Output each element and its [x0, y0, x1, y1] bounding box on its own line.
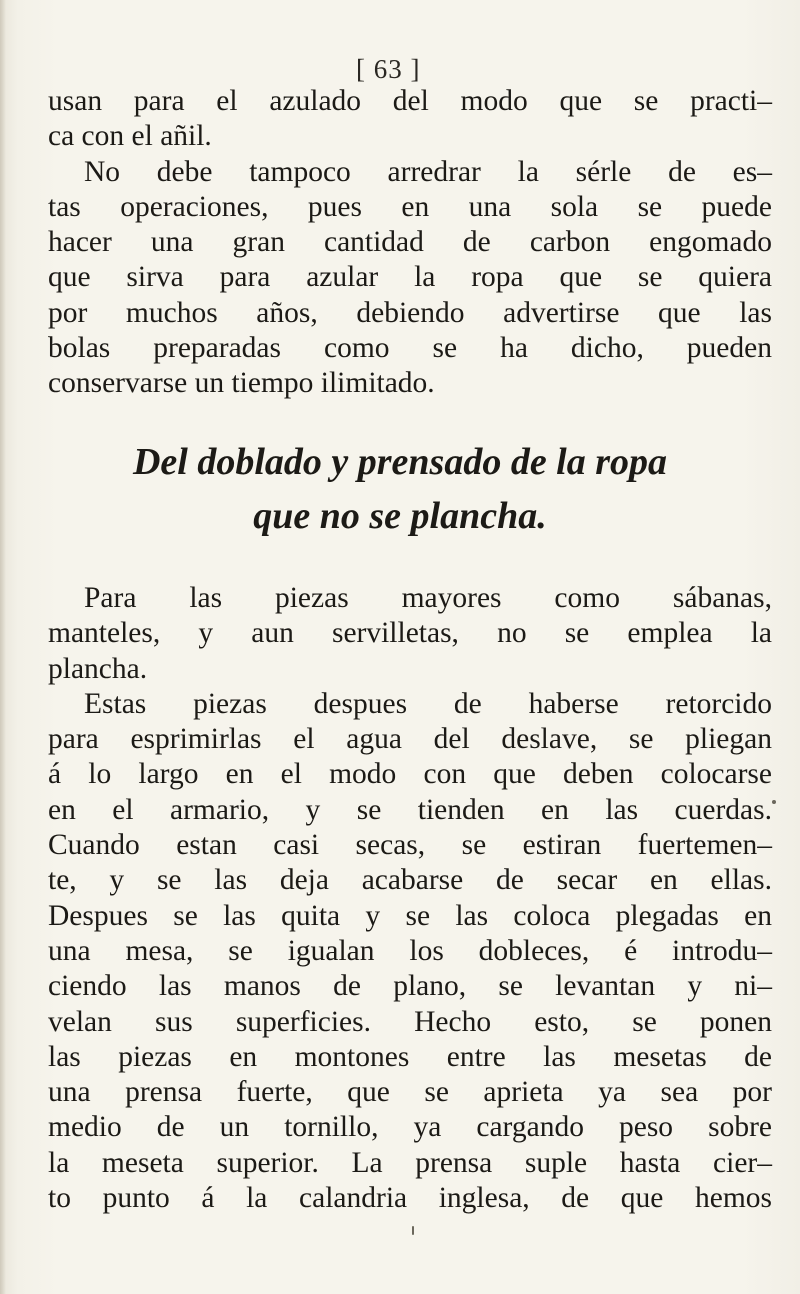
paragraph-line: velan sus superficies. Hecho esto, se ponen — [48, 1005, 772, 1038]
paragraph-line: to punto á la calandria inglesa, de que hemos — [48, 1182, 772, 1215]
section-heading-line-2: que no se plancha. — [253, 495, 547, 537]
paragraph-line: tas operaciones, pues en una sola se puede — [48, 190, 772, 223]
paragraph-line: por muchos años, debiendo advertirse que las — [48, 296, 772, 329]
page-spine-shadow — [0, 0, 6, 1294]
paragraph-line: usan para el azulado del modo que se practi– — [48, 85, 772, 117]
paragraph-line: hacer una gran cantidad de carbon engomado — [48, 226, 772, 259]
paragraph-line: plancha. — [48, 652, 148, 685]
paragraph-line: bolas preparadas como se ha dicho, pueden — [48, 332, 772, 365]
paragraph-line: una mesa, se igualan los dobleces, é introdu– — [48, 934, 772, 967]
section-heading-line-1: Del doblado y prensado de la ropa — [132, 441, 668, 483]
ink-speck — [772, 800, 776, 804]
paragraph-line: que sirva para azular la ropa que se quiera — [48, 261, 772, 294]
text-block-top — [48, 84, 772, 402]
paragraph-line: manteles, y aun servilletas, no se emplea la — [48, 617, 772, 650]
paragraph-line: conservarse un tiempo ilimitado. — [48, 367, 435, 400]
paragraph-line: Estas piezas despues de haberse retorcido — [84, 687, 772, 720]
paragraph-line: en el armario, y se tienden en las cuerdas. — [48, 793, 772, 826]
paragraph-line: Despues se las quita y se las coloca plegadas en — [48, 899, 772, 932]
paragraph-line: ca con el añil. — [48, 120, 212, 153]
paragraph-line: ciendo las manos de plano, se levantan y ni– — [48, 970, 772, 1003]
paragraph-line: Para las piezas mayores como sábanas, — [84, 582, 772, 614]
paragraph-line: Cuando estan casi secas, se estiran fuertemen– — [48, 829, 772, 862]
paragraph-line: una prensa fuerte, que se aprieta ya sea por — [48, 1076, 772, 1109]
paragraph-line: para esprimirlas el agua del deslave, se pliegan — [48, 723, 772, 756]
paragraph-line: las piezas en montones entre las mesetas de — [48, 1040, 772, 1073]
paragraph-line: la meseta superior. La prensa suple hasta cier– — [48, 1146, 772, 1179]
paragraph-line: á lo largo en el modo con que deben colocarse — [48, 758, 772, 791]
ink-speck — [412, 1226, 414, 1235]
page-number: [ 63 ] — [356, 54, 421, 84]
paragraph-line: No debe tampoco arredrar la sérle de es– — [84, 155, 772, 188]
paragraph-line: te, y se las deja acabarse de secar en ellas. — [48, 864, 772, 897]
text-block-bottom — [48, 581, 772, 1216]
paragraph-line: medio de un tornillo, ya cargando peso sobre — [48, 1111, 772, 1144]
